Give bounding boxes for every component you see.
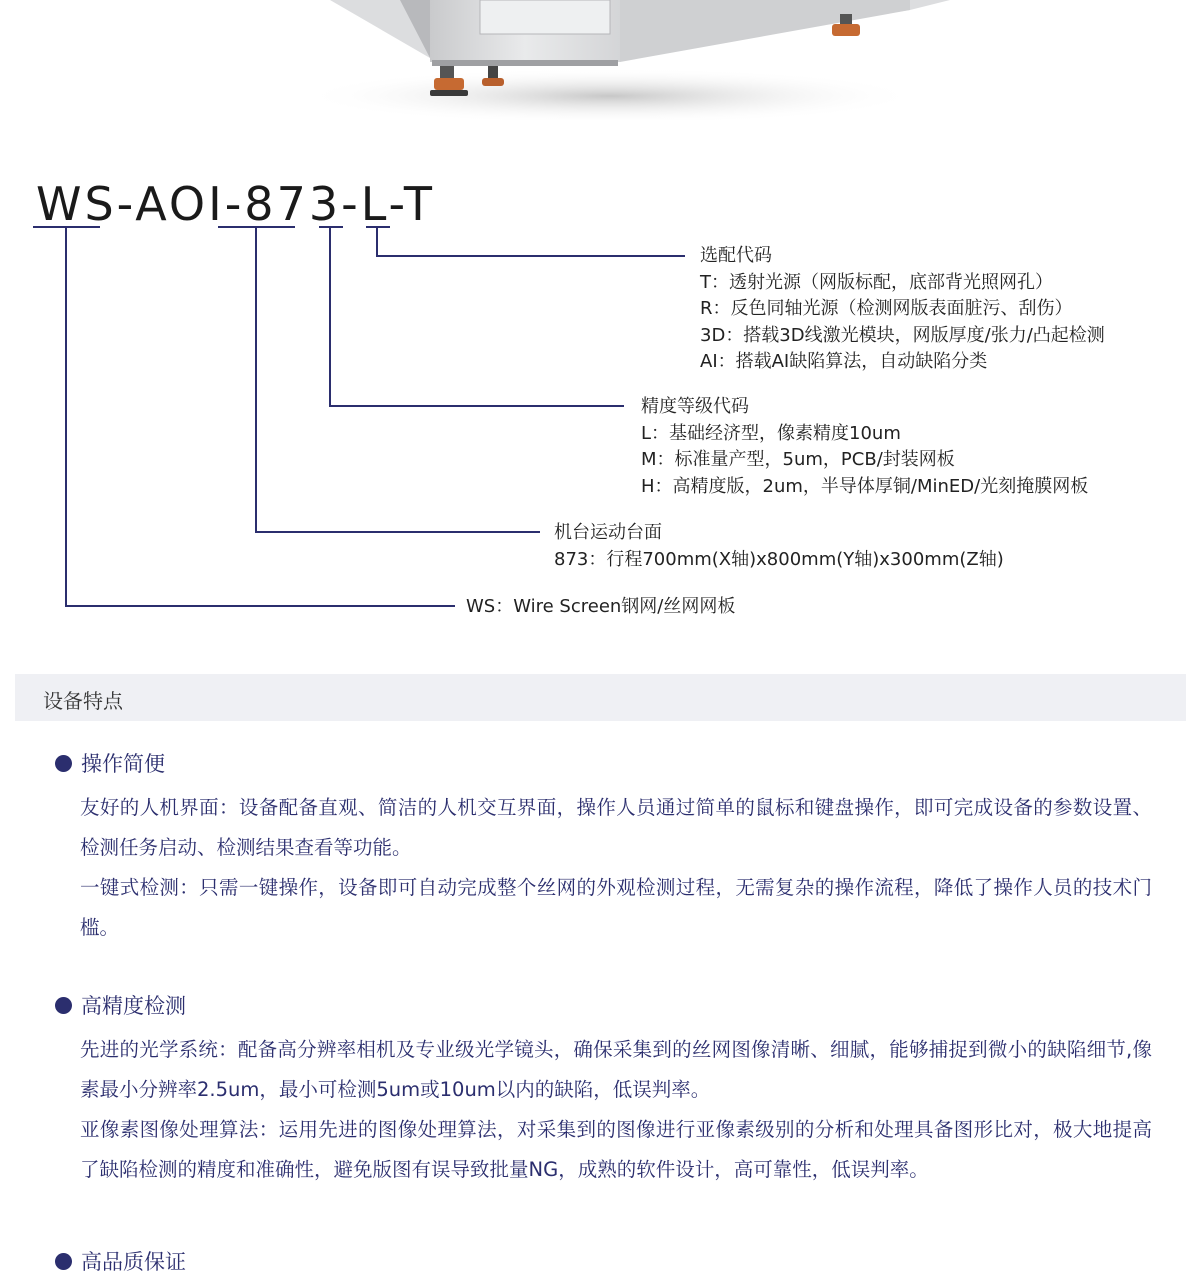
options-title: 选配代码 <box>700 245 772 266</box>
section-title: 设备特点 <box>43 689 123 713</box>
feature-paragraph: 一键式检测：只需一键操作，设备即可自动完成整个丝网的外观检测过程，无需复杂的操作流程，降低了操作人员的技术门槛。 <box>80 876 1152 939</box>
options-line: AI：搭载AI缺陷算法，自动缺陷分类 <box>700 351 988 372</box>
connector-options <box>377 227 685 256</box>
precision-code-block <box>641 394 1088 500</box>
options-line: R：反色同轴光源（检测网版表面脏污、刮伤） <box>700 298 1073 319</box>
stage-code-block <box>554 520 1004 573</box>
options-line: T：透射光源（网版标配，底部背光照网孔） <box>700 271 1053 293</box>
feature-title-row <box>55 748 1155 778</box>
feature-title: 操作简便 <box>81 752 165 776</box>
feature-title: 高品质保证 <box>81 1250 186 1274</box>
stage-title: 机台运动台面 <box>554 522 662 543</box>
ws-code-block <box>466 594 735 621</box>
bullet-icon <box>55 1253 72 1270</box>
precision-line: M：标准量产型，5um，PCB/封装网板 <box>641 449 955 470</box>
bullet-icon <box>55 997 72 1014</box>
options-line: 3D：搭载3D线激光模块，网版厚度/张力/凸起检测 <box>700 324 1105 346</box>
ws-title: WS：Wire Screen钢网/丝网网板 <box>466 596 736 617</box>
feature-description <box>80 788 1152 948</box>
feature-title-row <box>55 990 1155 1020</box>
options-code-block <box>700 243 1105 376</box>
feature-description <box>80 1030 1152 1190</box>
feature-paragraph: 先进的光学系统：配备高分辨率相机及专业级光学镜头，确保采集到的丝网图像清晰、细腻，能够捕捉到微小的缺陷细节,像素最小分辨率2.5um，最小可检测5um或10um以内的缺陷，低误判率。 <box>80 1038 1152 1101</box>
feature-item <box>55 990 1155 1190</box>
feature-title-row <box>55 1246 1155 1276</box>
connector-stage <box>256 227 540 532</box>
precision-line: H：高精度版，2um，半导体厚铜/MinED/光刻掩膜网板 <box>641 475 1089 497</box>
stage-line: 873：行程700mm(X轴)x800mm(Y轴)x300mm(Z轴) <box>554 548 1004 570</box>
connector-precision <box>330 227 624 406</box>
section-header <box>15 674 1186 721</box>
feature-paragraph: 亚像素图像处理算法：运用先进的图像处理算法，对采集到的图像进行亚像素级别的分析和处理具备图形比对，极大地提高了缺陷检测的精度和准确性，避免版图有误导致批量NG，成熟的软件设计，高可靠性，低误判率。 <box>80 1118 1152 1181</box>
feature-item <box>55 748 1155 948</box>
feature-title: 高精度检测 <box>81 994 186 1018</box>
model-code: WS-AOI-873-L-T <box>36 177 435 231</box>
bullet-icon <box>55 755 72 772</box>
feature-item <box>55 1246 1155 1276</box>
precision-line: L：基础经济型，像素精度10um <box>641 422 901 444</box>
connector-ws <box>66 227 455 606</box>
feature-paragraph: 友好的人机界面：设备配备直观、简洁的人机交互界面，操作人员通过简单的鼠标和键盘操作，即可完成设备的参数设置、检测任务启动、检测结果查看等功能。 <box>80 796 1152 859</box>
precision-title: 精度等级代码 <box>641 396 749 417</box>
